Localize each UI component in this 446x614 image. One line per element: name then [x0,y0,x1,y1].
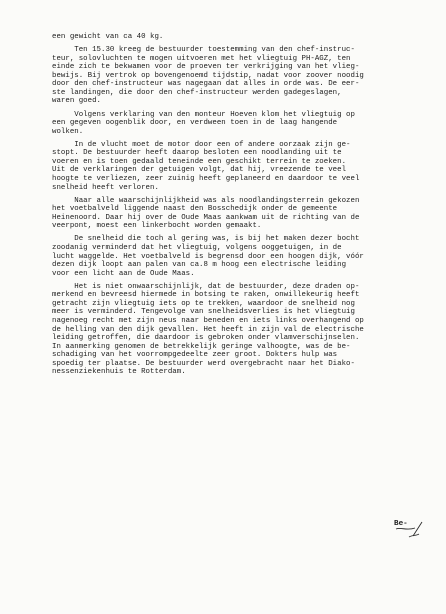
text-line: merkend en bevreesd hiermede in botsing te raken, onwillekeurig heeft [52,291,360,300]
text-line: Ten 15.30 kreeg de bestuurder toestemming van den chef-instruc- [52,46,355,55]
text-line: hoogte te verliezen, zeer zuinig heeft geplaneerd en daardoor te veel [52,174,360,183]
text-line: bewijs. Bij vertrok op bovengenoemd tijdstip, nadat voor zoover noodig [52,71,364,80]
text-line: door den chef-instructeur was nagegaan dat alles in orde was. De eer- [52,80,360,89]
catchword: Be- [394,520,408,528]
text-line: voeren en is toen gedaald teneinde een geschikt terrein te zoeken. [52,157,347,166]
text-line: zoodanig verminderd dat het vliegtuig, volgens ooggetuigen, in de [52,244,342,252]
text-line: In aanmerking genomen de betrekkelijk geringe valhoogte, was de be- [52,342,351,351]
text-line: waren goed. [52,97,102,106]
text-line: dezen dijk loopt aan palen van ca.8 m hoog een electrische leiding [52,261,347,270]
text-line: schadiging van het voorrompgedeelte zeer groot. Dokters hulp was [52,351,338,360]
paragraph [52,197,436,231]
text-line: In de vlucht moet de motor door een of andere oorzaak zijn ge- [52,140,351,149]
text-line: voor een licht aan de Oude Maas. [52,269,195,278]
text-line: nagenoeg recht met zijn neus naar beneden en iets links overhangend op [52,316,364,325]
text-line: Heinenoord. Daar hij over de Oude Maas aankwam uit de richting van de [52,213,360,222]
text-line: een gewicht van ca 40 kg. [52,33,164,41]
text-line: veerpont, moest een linkerbocht worden gemaakt. [52,222,262,231]
text-line: Naar alle waarschijnlijkheid was als noodlandingsterrein gekozen [52,196,360,205]
paragraph [52,235,436,278]
text-line: De snelheid die toch al gering was, is bij het maken dezer bocht [52,235,360,244]
text-line: meer is verminderd. Tengevolge van snelheidsverlies is het vliegtuig [52,308,355,317]
text-line: snelheid heeft verloren. [52,183,159,192]
text-line: Uit de verklaringen der getuigen volgt, dat hij, vreezende te veel [52,166,347,175]
text-line: stopt. De bestuurder heeft daarop besloten een noodlanding uit te [52,149,342,158]
text-line: wolken. [52,127,84,136]
text-line: spoedig ter plaatse. De bestuurder werd overgebracht naar het Diako- [52,359,355,368]
body-text [52,33,436,377]
text-line: lucht waggelde. Het voetbalveld is begrensd door een hoogen dijk, vóór [52,252,364,261]
text-line: Volgens verklaring van den monteur Hoeven klom het vliegtuig op [52,110,355,119]
text-line: leiding getroffen, die daardoor is gebroken onder vlamverschijnselen. [52,334,360,343]
paragraph [52,141,436,192]
text-line: de helling van den dijk gevallen. Het heeft in zijn val de electrische [52,325,364,334]
paragraph [52,33,436,42]
text-line: ste landingen, die door den chef-instructeur werden gadegeslagen, [52,88,342,97]
text-line: nessenziekenhuis te Rotterdam. [52,368,186,377]
text-line: teur, solovluchten te mogen uitvoeren met het vliegtuig PH-AGZ, ten [52,54,351,63]
text-line: einde zich te bekwamen voor de proeven ter verkrijging van het vlieg- [52,63,360,72]
paragraph [52,46,436,106]
paragraph [52,283,436,377]
text-line: Het is niet onwaarschijnlijk, dat de bestuurder, deze draden op- [52,282,360,291]
text-line: getracht zijn vliegtuig iets op te trekken, waardoor de snelheid nog [52,299,355,308]
text-line: een gegeven oogenblik door, en verdween toen in de laag hangende [52,119,338,128]
text-line: het voetbalveld liggende naast den Bosschedijk onder de gemeente [52,205,338,214]
paragraph [52,111,436,137]
